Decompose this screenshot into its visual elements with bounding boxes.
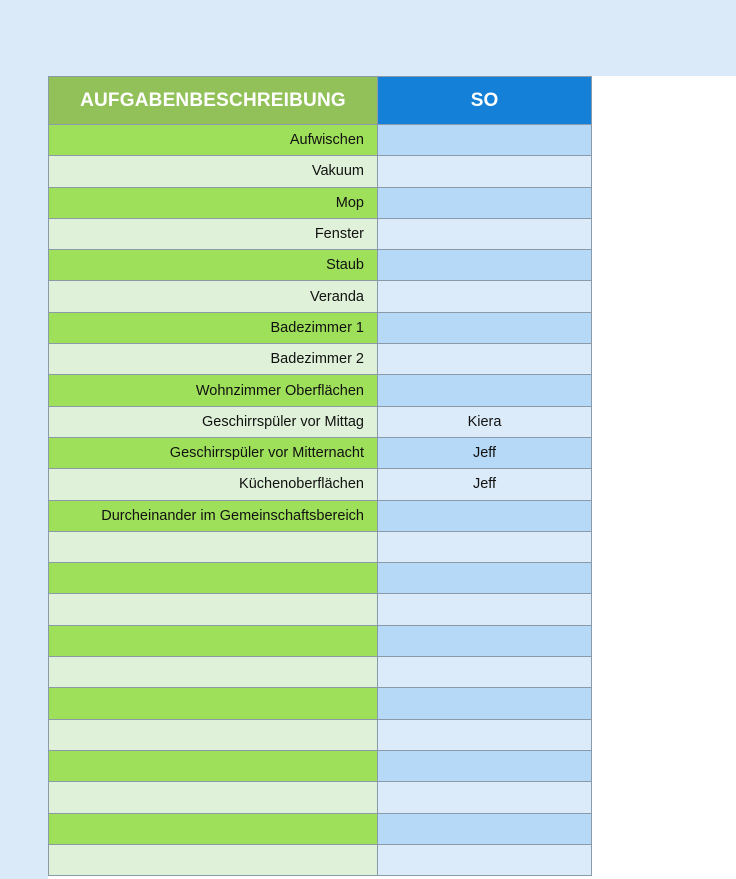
task-cell[interactable]: Staub (49, 250, 378, 281)
table-row (49, 625, 592, 656)
table-row (49, 437, 592, 468)
sunday-cell[interactable]: Kiera (378, 406, 592, 437)
task-cell[interactable]: Geschirrspüler vor Mitternacht (49, 437, 378, 468)
sunday-cell[interactable] (378, 218, 592, 249)
sunday-cell[interactable] (378, 657, 592, 688)
table-row (49, 375, 592, 406)
table-row (49, 281, 592, 312)
task-cell[interactable] (49, 750, 378, 781)
sunday-cell[interactable] (378, 844, 592, 875)
task-cell[interactable]: Wohnzimmer Oberflächen (49, 375, 378, 406)
table-row (49, 719, 592, 750)
task-cell[interactable] (49, 719, 378, 750)
task-cell[interactable]: Badezimmer 1 (49, 312, 378, 343)
task-cell[interactable]: Badezimmer 2 (49, 344, 378, 375)
sunday-cell[interactable] (378, 375, 592, 406)
top-background-band (0, 0, 736, 76)
sunday-cell[interactable] (378, 688, 592, 719)
task-cell[interactable]: Geschirrspüler vor Mittag (49, 406, 378, 437)
task-cell[interactable] (49, 657, 378, 688)
sunday-cell[interactable] (378, 344, 592, 375)
table-row (49, 750, 592, 781)
table-row (49, 250, 592, 281)
table-row (49, 844, 592, 875)
sunday-cell[interactable] (378, 125, 592, 156)
table-row (49, 187, 592, 218)
table-row (49, 218, 592, 249)
task-cell[interactable]: Mop (49, 187, 378, 218)
table-row (49, 156, 592, 187)
chore-schedule-table (48, 76, 592, 876)
table-row (49, 344, 592, 375)
sunday-cell[interactable] (378, 813, 592, 844)
sunday-cell[interactable] (378, 500, 592, 531)
left-background-band (0, 76, 48, 879)
task-cell[interactable]: Aufwischen (49, 125, 378, 156)
table-row (49, 500, 592, 531)
task-cell[interactable]: Vakuum (49, 156, 378, 187)
task-cell[interactable] (49, 844, 378, 875)
task-cell[interactable]: Fenster (49, 218, 378, 249)
sunday-cell[interactable]: Jeff (378, 469, 592, 500)
task-cell[interactable] (49, 688, 378, 719)
sunday-cell[interactable] (378, 531, 592, 562)
sunday-cell[interactable] (378, 563, 592, 594)
table-row (49, 782, 592, 813)
table-row (49, 657, 592, 688)
task-cell[interactable]: Durcheinander im Gemeinschaftsbereich (49, 500, 378, 531)
sunday-cell[interactable] (378, 250, 592, 281)
task-cell[interactable] (49, 531, 378, 562)
sunday-cell[interactable] (378, 782, 592, 813)
table-header-row (49, 77, 592, 125)
task-cell[interactable] (49, 563, 378, 594)
table-row (49, 813, 592, 844)
sunday-cell[interactable] (378, 750, 592, 781)
table-row (49, 563, 592, 594)
task-cell[interactable] (49, 625, 378, 656)
table-row (49, 531, 592, 562)
table-row (49, 688, 592, 719)
task-cell[interactable] (49, 782, 378, 813)
sunday-cell[interactable] (378, 719, 592, 750)
sunday-cell[interactable]: Jeff (378, 437, 592, 468)
sunday-cell[interactable] (378, 156, 592, 187)
table-row (49, 312, 592, 343)
table-row (49, 125, 592, 156)
task-cell[interactable]: Veranda (49, 281, 378, 312)
sunday-cell[interactable] (378, 281, 592, 312)
task-cell[interactable] (49, 594, 378, 625)
sunday-cell[interactable] (378, 187, 592, 218)
task-cell[interactable] (49, 813, 378, 844)
header-task-description[interactable]: AUFGABENBESCHREIBUNG (49, 77, 378, 125)
task-cell[interactable]: Küchenoberflächen (49, 469, 378, 500)
table-row (49, 594, 592, 625)
sunday-cell[interactable] (378, 594, 592, 625)
header-sunday[interactable]: SO (378, 77, 592, 125)
table-row (49, 406, 592, 437)
sunday-cell[interactable] (378, 312, 592, 343)
sunday-cell[interactable] (378, 625, 592, 656)
table-row (49, 469, 592, 500)
